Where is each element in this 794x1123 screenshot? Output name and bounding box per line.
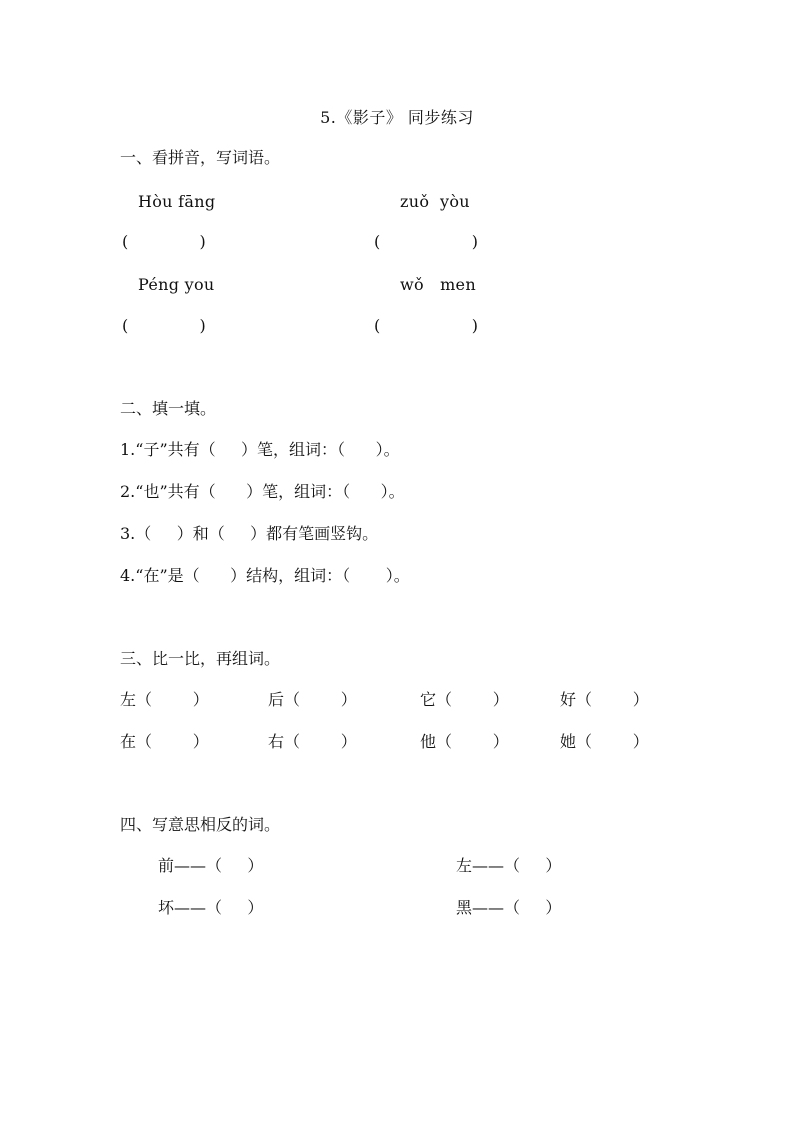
section-3-heading: 三、比一比，再组词。	[120, 649, 281, 668]
fill-item-4[interactable]: 4.“在”是（ ）结构，组词：（ ）。	[120, 566, 410, 585]
pinyin-hou-fang: Hòu fāng	[138, 192, 216, 211]
section-1-heading: 一、看拼音，写词语。	[120, 148, 281, 167]
fill-item-1[interactable]: 1.“子”共有（ ）笔，组词：（ ）。	[120, 440, 400, 459]
pinyin-zuo-you: zuǒ yòu	[400, 192, 470, 211]
answer-blank-peng-you[interactable]: ( )	[122, 316, 206, 335]
page-title: 5.《影子》 同步练习	[320, 108, 474, 127]
compare-ta-he[interactable]: 他（ ）	[420, 732, 509, 751]
antonym-zuo[interactable]: 左——（ ）	[456, 856, 562, 875]
compare-zuo[interactable]: 左（ ）	[120, 690, 209, 709]
section-2-heading: 二、填一填。	[120, 399, 217, 418]
compare-ta-it[interactable]: 它（ ）	[420, 690, 509, 709]
compare-you[interactable]: 右（ ）	[268, 732, 357, 751]
section-4-heading: 四、写意思相反的词。	[120, 815, 281, 834]
pinyin-wo-men: wǒ men	[400, 275, 476, 294]
answer-blank-hou-fang[interactable]: ( )	[122, 232, 206, 251]
antonym-hei[interactable]: 黑——（ ）	[456, 898, 562, 917]
fill-item-2[interactable]: 2.“也”共有（ ）笔，组词：（ ）。	[120, 482, 405, 501]
answer-blank-wo-men[interactable]: ( )	[374, 316, 479, 335]
answer-blank-zuo-you[interactable]: ( )	[374, 232, 479, 251]
antonym-huai[interactable]: 坏——（ ）	[158, 898, 264, 917]
compare-zai[interactable]: 在（ ）	[120, 732, 209, 751]
pinyin-peng-you: Péng you	[138, 275, 215, 294]
antonym-qian[interactable]: 前——（ ）	[158, 856, 264, 875]
compare-hao[interactable]: 好（ ）	[560, 690, 649, 709]
compare-hou[interactable]: 后（ ）	[268, 690, 357, 709]
compare-ta-she[interactable]: 她（ ）	[560, 732, 649, 751]
fill-item-3[interactable]: 3.（ ）和（ ）都有笔画竖钩。	[120, 524, 379, 543]
